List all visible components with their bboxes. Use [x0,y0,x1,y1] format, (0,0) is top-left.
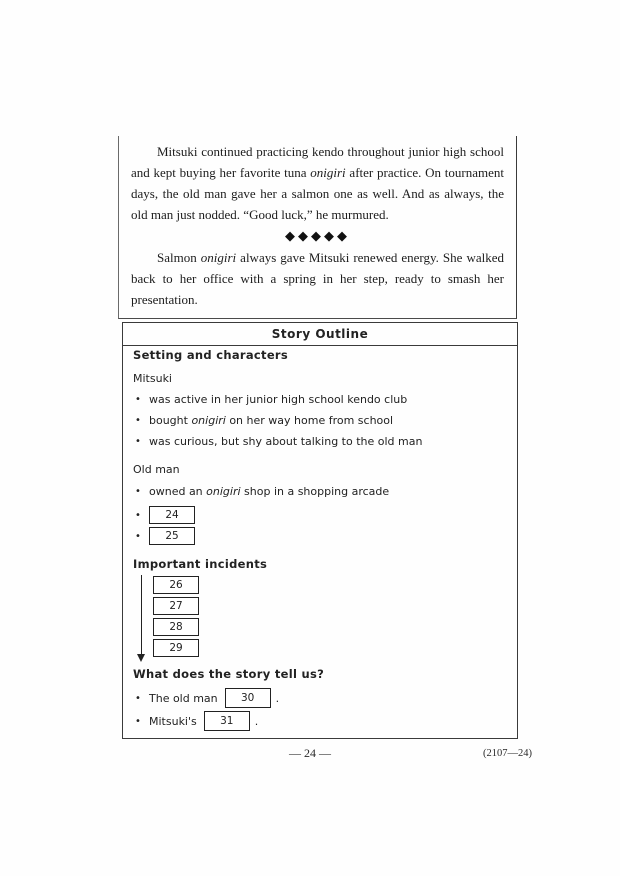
page-number: — 24 — [289,746,331,760]
bullet-icon: • [135,415,141,426]
bullet-text: bought onigiri on her way home from school [149,414,394,427]
bullet-icon: • [135,509,141,521]
bullet-text: was curious, but shy about talking to the old man [149,435,423,448]
bullet-text: was active in her junior high school kendo club [149,393,408,406]
sequence-down-arrow-icon [136,575,147,663]
mitsuki-bullet-3 [123,435,511,448]
italic-term-onigiri: onigiri [191,414,226,427]
bullet-icon: • [135,530,141,542]
bullet-icon: • [135,486,141,497]
answer-box-31: 31 [204,711,250,731]
answer-box-25: 25 [149,527,195,545]
passage-box [118,136,517,319]
italic-term-onigiri: onigiri [310,165,346,180]
bullet-icon: • [135,394,141,405]
old-man-bullet-1 [123,485,511,498]
passage-text: after practice. On tournament days, the old man gave her a salmon one as well. And as always, the old man just nodded. “Good luck,” he murmured. [131,165,504,222]
arrow-shaft [141,575,143,655]
mitsuki-bullet-2 [123,414,511,427]
italic-term-onigiri: onigiri [206,485,241,498]
tell-us-bullet-1 [123,688,511,708]
sentence-period: . [254,714,259,728]
answer-box-26: 26 [153,576,199,594]
old-man-bullet-answer-24 [123,506,511,524]
answer-box-28: 28 [153,618,199,636]
answer-box-27: 27 [153,597,199,615]
passage-text: Mitsuki continued practicing kendo throughout junior high school and kept buying her favorite tuna [131,144,504,180]
story-outline-title: Story Outline [123,323,517,346]
bullet-icon: • [135,692,141,704]
passage-paragraph-1 [131,141,504,225]
setting-characters-heading: Setting and characters [133,348,289,362]
answer-box-30: 30 [225,688,271,708]
old-man-label: Old man [133,463,180,476]
important-incidents-heading: Important incidents [133,557,268,571]
answer-box-24: 24 [149,506,195,524]
mitsuki-bullet-1 [123,393,511,406]
italic-term-onigiri: onigiri [200,250,237,265]
story-question-heading: What does the story tell us? [133,667,325,681]
arrow-head [137,654,145,662]
answer-box-29: 29 [153,639,199,657]
diamond-separator: ◆◆◆◆◆ [285,228,350,243]
mitsuki-label: Mitsuki [133,372,172,385]
old-man-bullet-answer-25 [123,527,511,545]
story-outline-box [122,322,518,739]
bullet-text: Mitsuki's [149,714,197,728]
document-code: (2107—24) [483,748,532,759]
passage-text: always gave Mitsuki renewed energy. She walked back to her office with a spring in her step, ready to smash her presentation. [131,250,504,307]
bullet-icon: • [135,715,141,727]
bullet-text: The old man [149,691,218,705]
bullet-icon: • [135,436,141,447]
passage-text: Salmon [157,250,201,265]
tell-us-bullet-2 [123,711,511,731]
passage-paragraph-2 [131,247,504,310]
sentence-period: . [275,691,280,705]
bullet-text: owned an onigiri shop in a shopping arcade [149,485,390,498]
